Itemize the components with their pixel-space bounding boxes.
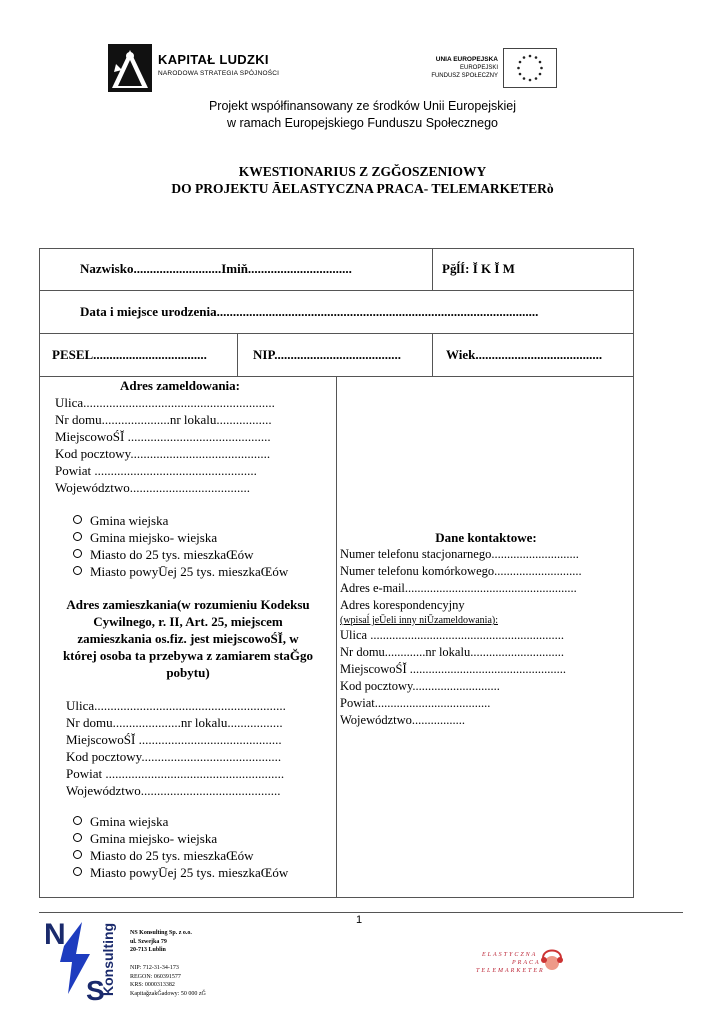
zamieszkanie-option[interactable]: Miasto powyŪej 25 tys. mieszkaŒów — [73, 864, 288, 881]
project-line-2: w ramach Europejskiego Funduszu Społecznego — [227, 116, 498, 130]
kontakt-title: Dane kontaktowe: — [435, 530, 537, 545]
zameldowanie-option[interactable]: Gmina miejsko- wiejska — [73, 529, 288, 546]
ns-company-info: NS Konsulting Sp. z o.o. ul. Szwejka 79 20-713 Lublin NIP: 712-31-34-173 REGON: 060391577 KRS: 0000313382 KapitağzakĞadowy: 50 000 zĞ — [130, 930, 206, 997]
page-number: 1 — [356, 914, 363, 926]
ns-brand-text: Konsulting — [100, 922, 116, 996]
col-divider — [237, 333, 238, 376]
svg-text:N: N — [44, 918, 66, 951]
radio-circle-icon — [73, 850, 82, 859]
email-field[interactable]: Adres e-mail....................................................... — [340, 581, 577, 595]
radio-circle-icon — [73, 549, 82, 558]
zameldowanie-wojewodztwo[interactable]: Województwo..................................... — [55, 480, 251, 495]
zameldowanie-title: Adres zameldowania: — [120, 378, 241, 393]
koresp-kod[interactable]: Kod pocztowy............................ — [340, 679, 500, 693]
koresp-nr-domu[interactable]: Nr domu.............nr lokalu.............................. — [340, 645, 564, 659]
zameldowanie-nr-domu[interactable]: Nr domu.....................nr lokalu................. — [55, 412, 272, 427]
telefon-komorkowy[interactable]: Numer telefonu komórkowego............................ — [340, 564, 582, 578]
koresp-powiat[interactable]: Powiat..................................... — [340, 696, 491, 710]
project-line-1: Projekt współfinansowany ze środków Unii Europejskiej — [208, 99, 517, 113]
kapital-ludzki-emblem-icon — [108, 44, 154, 94]
ns-konsulting-logo — [42, 914, 122, 1004]
wiek-field[interactable]: Wiek....................................... — [446, 347, 603, 362]
eu-text — [380, 56, 498, 80]
plec-field[interactable] — [442, 261, 515, 277]
zamieszkanie-title: Adres zamieszkania(w rozumieniu Kodeksu Cywilnego, r. II, Art. 25, miejscem zamieszkania os.fiz. jest miejscowoŚĬ, w której osoba ta przebywa z zamiarem staĞgo pobytu) — [62, 597, 314, 680]
koresp-wojewodztwo[interactable]: Województwo................. — [340, 713, 466, 727]
kapital-ludzki-title: KAPITAŁ LUDZKI — [158, 52, 269, 67]
zamieszkanie-options — [73, 813, 288, 881]
koresp-ulica[interactable]: Ulica .............................................................. — [340, 628, 564, 642]
et-line-1: ELASTYCZNA — [482, 952, 538, 958]
zameldowanie-powiat[interactable]: Powiat .................................................. — [55, 463, 257, 478]
zameldowanie-miejscowosc[interactable]: MiejscowoŚĬ ............................................ — [55, 429, 271, 444]
zameldowanie-option[interactable]: Gmina wiejska — [73, 512, 288, 529]
adres-korespondencyjny-label: Adres korespondencyjny — [340, 598, 465, 612]
kontakt-note: (wpisaĺ jeŪeli inny niŪzameldowania): — [340, 615, 499, 626]
radio-circle-icon — [73, 532, 82, 541]
radio-circle-icon — [73, 515, 82, 524]
zamieszkanie-powiat[interactable]: Powiat ....................................................... — [66, 766, 285, 781]
radio-circle-icon — [73, 867, 82, 876]
kontakt-fields — [340, 546, 582, 729]
zameldowanie-option[interactable]: Miasto powyŪej 25 tys. mieszkaŒów — [73, 563, 288, 580]
zameldowanie-kod[interactable]: Kod pocztowy........................................... — [55, 446, 271, 461]
zameldowanie-fields — [55, 394, 275, 496]
svg-text:S: S — [86, 975, 105, 1004]
footer-divider — [39, 912, 683, 913]
elastyczna-praca-logo — [468, 940, 568, 980]
eu-line-3: FUNDUSZ SPOŁECZNY — [431, 73, 498, 79]
et-line-3: TELEMARKETER — [476, 968, 545, 974]
data-urodzenia-field[interactable]: Data i miejsce urodzenia................................................................................................... — [80, 304, 539, 319]
radio-circle-icon — [73, 816, 82, 825]
eu-flag-icon — [503, 48, 557, 88]
form-title-line-1: KWESTIONARIUS Z ZGĞOSZENIOWY — [238, 164, 487, 179]
col-divider — [432, 248, 433, 290]
et-line-2: PRACA — [512, 960, 541, 966]
zamieszkanie-option[interactable]: Miasto do 25 tys. mieszkaŒów — [73, 847, 288, 864]
nazwisko-label: Nazwisko........................... — [80, 261, 222, 276]
zamieszkanie-kod[interactable]: Kod pocztowy........................................... — [66, 749, 282, 764]
radio-circle-icon — [73, 566, 82, 575]
form-title-line-2: DO PROJEKTU ĀELASTYCZNA PRACA- TELEMARKETERò — [171, 181, 554, 196]
imie-label: Imiň................................ — [221, 261, 352, 276]
zamieszkanie-miejscowosc[interactable]: MiejscowoŚĬ ............................................ — [66, 732, 282, 747]
pesel-field[interactable]: PESEL................................... — [52, 347, 207, 362]
zamieszkanie-ulica[interactable]: Ulica........................................................... — [66, 698, 286, 713]
eu-line-2: EUROPEJSKI — [459, 65, 498, 71]
zamieszkanie-fields — [66, 697, 286, 799]
radio-circle-icon — [73, 833, 82, 842]
zameldowanie-options — [73, 512, 288, 580]
nip-field[interactable]: NIP....................................... — [253, 347, 401, 362]
kapital-ludzki-logo — [108, 44, 298, 94]
row-divider — [39, 333, 634, 334]
telefon-stacjonarny[interactable]: Numer telefonu stacjonarnego............................ — [340, 547, 579, 561]
zamieszkanie-wojewodztwo[interactable]: Województwo........................................... — [66, 783, 281, 798]
plec-label: PğĺÍ: Ĭ K Ĭ M — [442, 261, 515, 276]
nazwisko-field[interactable] — [80, 261, 352, 277]
zamieszkanie-option[interactable]: Gmina wiejska — [73, 813, 288, 830]
col-divider — [336, 376, 337, 898]
row-divider — [39, 290, 634, 291]
eu-line-1: UNIA EUROPEJSKA — [435, 56, 498, 63]
kapital-ludzki-subtitle: NARODOWA STRATEGIA SPÓJNOŚCI — [158, 70, 280, 77]
zameldowanie-ulica[interactable]: Ulica........................................................... — [55, 395, 275, 410]
zamieszkanie-nr-domu[interactable]: Nr domu.....................nr lokalu................. — [66, 715, 283, 730]
zamieszkanie-option[interactable]: Gmina miejsko- wiejska — [73, 830, 288, 847]
zameldowanie-option[interactable]: Miasto do 25 tys. mieszkaŒów — [73, 546, 288, 563]
koresp-miejscowosc[interactable]: MiejscowoŚĬ .................................................. — [340, 662, 567, 676]
headset-icon — [540, 946, 564, 974]
col-divider — [432, 333, 433, 376]
